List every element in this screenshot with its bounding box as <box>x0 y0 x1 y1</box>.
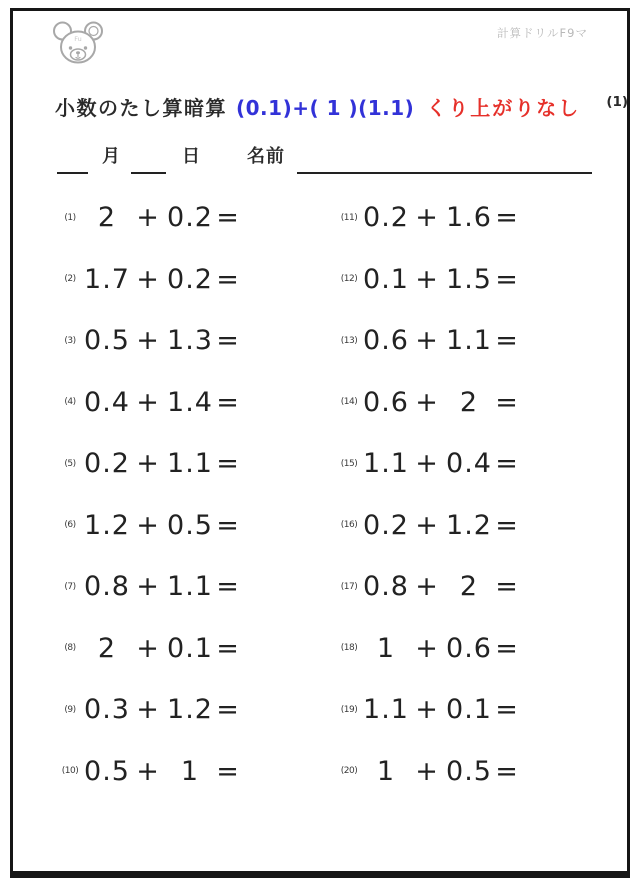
operand-a: 0.5 <box>84 325 130 357</box>
name-blank-line <box>297 172 592 174</box>
operand-a: 0.1 <box>363 263 409 295</box>
operand-b: 1 <box>180 755 200 787</box>
operand-a: 0.4 <box>84 386 130 418</box>
operand-a: 0.8 <box>363 571 409 603</box>
equals-sign: = <box>495 694 519 726</box>
problem-row <box>337 372 519 434</box>
worksheet-title <box>55 92 629 121</box>
equals-sign: = <box>495 448 519 480</box>
operand-a: 1.2 <box>84 509 130 541</box>
problem-number: (13) <box>340 335 358 346</box>
operand-b: 2 <box>459 386 479 418</box>
problem-row <box>58 372 240 434</box>
title-main: 小数のたし算暗算 <box>55 96 227 120</box>
problem-number: (5) <box>64 458 76 469</box>
operand-b: 1.1 <box>167 448 213 480</box>
equals-sign: = <box>495 325 519 357</box>
operand-b: 1.2 <box>446 509 492 541</box>
operand-a: 0.6 <box>363 386 409 418</box>
problem-row <box>337 187 519 249</box>
name-label: 名前 <box>247 146 285 167</box>
problem-number: (2) <box>64 274 76 285</box>
operand-b: 0.1 <box>167 632 213 664</box>
problem-number: (16) <box>340 520 358 531</box>
equals-sign: = <box>216 325 240 357</box>
problem-number: (3) <box>64 335 76 346</box>
operand-a: 0.2 <box>84 448 130 480</box>
plus-sign: + <box>136 448 160 480</box>
plus-sign: + <box>136 263 160 295</box>
plus-sign: + <box>415 571 439 603</box>
operand-b: 1.3 <box>167 325 213 357</box>
operand-a: 2 <box>97 202 117 234</box>
bear-logo-text: Fu <box>74 35 82 43</box>
problem-number: (11) <box>340 212 358 223</box>
operand-a: 1 <box>376 755 396 787</box>
operand-b: 1.5 <box>446 263 492 295</box>
plus-sign: + <box>415 509 439 541</box>
plus-sign: + <box>415 632 439 664</box>
equals-sign: = <box>216 571 240 603</box>
operand-a: 0.6 <box>363 325 409 357</box>
problem-row <box>337 495 519 557</box>
plus-sign: + <box>136 509 160 541</box>
problem-row <box>58 556 240 618</box>
operand-b: 1.6 <box>446 202 492 234</box>
operand-a: 1.1 <box>363 694 409 726</box>
operand-b: 1.4 <box>167 386 213 418</box>
problem-number: (17) <box>340 581 358 592</box>
operand-a: 2 <box>97 632 117 664</box>
operand-b: 0.4 <box>446 448 492 480</box>
problem-row <box>58 679 240 741</box>
operand-b: 0.5 <box>167 509 213 541</box>
problem-row <box>337 741 519 803</box>
operand-a: 0.2 <box>363 202 409 234</box>
plus-sign: + <box>415 202 439 234</box>
plus-sign: + <box>136 571 160 603</box>
operand-a: 0.5 <box>84 755 130 787</box>
plus-sign: + <box>415 448 439 480</box>
problem-row <box>58 249 240 311</box>
operand-a: 1.1 <box>363 448 409 480</box>
problem-number: (15) <box>340 458 358 469</box>
equals-sign: = <box>216 509 240 541</box>
month-blank-line <box>57 172 88 174</box>
problem-row <box>337 249 519 311</box>
problem-number: (10) <box>61 766 79 777</box>
plus-sign: + <box>415 263 439 295</box>
operand-a: 1 <box>376 632 396 664</box>
problem-number: (6) <box>64 520 76 531</box>
month-label: 月 <box>102 146 121 167</box>
equals-sign: = <box>216 632 240 664</box>
problem-row <box>337 618 519 680</box>
equals-sign: = <box>216 448 240 480</box>
plus-sign: + <box>415 325 439 357</box>
plus-sign: + <box>136 632 160 664</box>
day-label: 日 <box>182 146 201 167</box>
plus-sign: + <box>136 386 160 418</box>
operand-a: 0.3 <box>84 694 130 726</box>
operand-b: 0.2 <box>167 202 213 234</box>
equals-sign: = <box>495 202 519 234</box>
problem-row <box>337 556 519 618</box>
operand-a: 1.7 <box>84 263 130 295</box>
page-number: (1) <box>606 94 629 110</box>
title-note: くり上がりなし <box>426 96 581 120</box>
equals-sign: = <box>216 694 240 726</box>
operand-b: 0.5 <box>446 755 492 787</box>
operand-b: 2 <box>459 571 479 603</box>
equals-sign: = <box>495 632 519 664</box>
operand-b: 1.1 <box>167 571 213 603</box>
problem-number: (8) <box>64 643 76 654</box>
problem-number: (12) <box>340 274 358 285</box>
problem-number: (20) <box>340 766 358 777</box>
problem-row <box>58 433 240 495</box>
problem-row <box>337 679 519 741</box>
problem-row <box>58 495 240 557</box>
title-number-range: (0.1)+( 1 )(1.1) <box>236 96 415 120</box>
problem-row <box>58 618 240 680</box>
plus-sign: + <box>415 386 439 418</box>
problem-row <box>58 187 240 249</box>
problem-row <box>58 741 240 803</box>
equals-sign: = <box>216 755 240 787</box>
plus-sign: + <box>136 755 160 787</box>
equals-sign: = <box>216 202 240 234</box>
equals-sign: = <box>216 386 240 418</box>
problem-number: (1) <box>64 212 76 223</box>
plus-sign: + <box>136 325 160 357</box>
plus-sign: + <box>415 694 439 726</box>
bear-logo-icon <box>52 18 104 68</box>
operand-b: 0.6 <box>446 632 492 664</box>
operand-a: 0.2 <box>363 509 409 541</box>
problem-number: (4) <box>64 397 76 408</box>
equals-sign: = <box>495 571 519 603</box>
plus-sign: + <box>136 694 160 726</box>
brand-label: 計算ドリルF9マ <box>497 26 588 40</box>
problem-number: (18) <box>340 643 358 654</box>
date-name-row <box>57 140 592 174</box>
problem-number: (7) <box>64 581 76 592</box>
operand-b: 1.2 <box>167 694 213 726</box>
equals-sign: = <box>495 509 519 541</box>
plus-sign: + <box>415 755 439 787</box>
problems-grid <box>58 187 519 802</box>
problem-number: (19) <box>340 704 358 715</box>
operand-a: 0.8 <box>84 571 130 603</box>
plus-sign: + <box>136 202 160 234</box>
equals-sign: = <box>495 263 519 295</box>
equals-sign: = <box>495 386 519 418</box>
problem-number: (14) <box>340 397 358 408</box>
operand-b: 0.1 <box>446 694 492 726</box>
equals-sign: = <box>216 263 240 295</box>
equals-sign: = <box>495 755 519 787</box>
problem-number: (9) <box>64 704 76 715</box>
operand-b: 1.1 <box>446 325 492 357</box>
problem-row <box>337 433 519 495</box>
operand-b: 0.2 <box>167 263 213 295</box>
problem-row <box>337 310 519 372</box>
problem-row <box>58 310 240 372</box>
day-blank-line <box>131 172 166 174</box>
